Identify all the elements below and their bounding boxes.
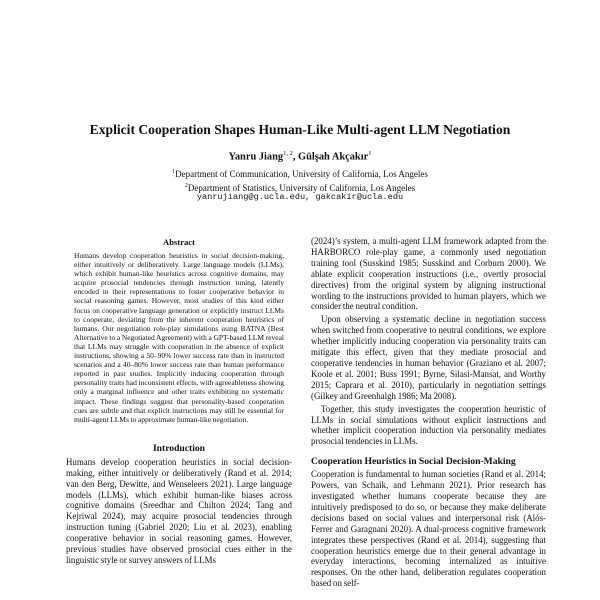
introduction-heading: Introduction — [152, 442, 206, 454]
abstract-text: Humans develop cooperation heuristics in social decision-making, either intuitively or deliberatively. Large language models (LLMs), which exhibit human-like heuristics across cognitive domains, may acquire prosocial tendencies through instruction tuning, latently encoded in their representations to foster cooperative behavior in social reasoning games. However, most studies of this kind either focus on cooperative language generation or explicitly instruct LLMs to cooperate, deviating from the inherent cooperation heuristics of humans. Our negotiation role-play simulations using BATNA (Best Alternative to a Negotiated Agreement) with a GPT-based LLM reveal that LLMs may struggle with cooperation in the absence of explicit instructions, showing a 50–90% lower success rate than in instructed scenarios and a 40–80% lower success rate than human performance reported in past studies. Implicitly inducing cooperation through personality traits had inconsistent effects, with agreeableness showing only a marginal influence and other traits exhibiting no systematic impact. These findings suggest that personality-based cooperation cues are subtle and that explicit instructions may still be essential for multi-agent LLMs to approximate human-like negotiation. — [74, 251, 284, 424]
affiliation-marker: 1 — [172, 169, 176, 175]
paragraph: Upon observing a systematic decline in negotiation success when switched from cooperative to neutral conditions, we explore whether implicitly inducing cooperation via personality traits can mitigate this effect, given that they mediate prosocial and cooperative tendencies in human behavior (Graziano et al. 2007; Koole et al. 2001; Buss 1991; Byrne, Silasi-Mansat, and Worthy 2015; Caprara et al. 2010), particularly in negotiation settings (Gilkey and Greenhalgh 1986; Ma 2008). — [311, 314, 546, 401]
author-affiliation-marker: 1 — [368, 150, 372, 157]
affiliation-text: Department of Communication, University of California, Los Angeles — [175, 169, 428, 179]
paper-title: Explicit Cooperation Shapes Human-Like Multi-agent LLM Negotiation — [89, 122, 511, 137]
author-list — [0, 147, 600, 163]
affiliation — [0, 167, 600, 181]
paragraph: Cooperation is fundamental to human societies (Rand et al. 2014; Powers, van Schaik, and Lehmann 2021). Prior research has investigated whether humans cooperate because they are intuitively predisposed to do so, or because they make deliberate decisions based on social values and interpersonal risk (Alós-Ferrer and Garagnani 2020). A dual-process cognitive framework integrates these perspectives (Rand et al. 2014), suggesting that cooperation heuristics emerge due to their general advantage in everyday interactions, becoming internalized as intuitive responses. On the other hand, deliberation regulates cooperation based on self- — [311, 469, 546, 589]
affiliation-text: Department of Statistics, University of California, Los Angeles — [187, 182, 416, 193]
author-name: Gülşah Akçakır — [298, 151, 369, 163]
abstract-heading: Abstract — [163, 237, 195, 247]
left-column — [66, 236, 292, 566]
author-emails: yanrujiang@g.ucla.edu, gakcakir@ucla.edu — [196, 192, 404, 202]
affiliation-list — [0, 167, 600, 194]
right-column — [311, 236, 546, 589]
paragraph: Together, this study investigates the cooperation heuristic of LLMs in social simulations without explicit instructions and whether implicit cooperation induction via personality mediates prosocial tendencies in LLMs. — [311, 403, 546, 447]
affiliation-marker: 2 — [184, 182, 188, 189]
author-name: Yanru Jiang — [228, 151, 284, 163]
paragraph: (2024)’s system, a multi-agent LLM framework adapted from the HARBORCO role-play game, a commonly used negotiation training tool (Susskind 1985; Susskind and Corburn 2000). We ablate explicit cooperation instructions (i.e., overtly prosocial directives) from the original system by aligning instructional wording to the instructions provided to human players, which we consider the neutral condition. — [311, 236, 546, 312]
section-heading: Cooperation Heuristics in Social Decision-Making — [311, 456, 516, 468]
introduction-text: Humans develop cooperation heuristics in social decision-making, either intuitively or deliberatively (Rand et al. 2014; van den Berg, Dewitte, and Wenseleers 2021). Large language models (LLMs), which exhibit human-like biases across cognitive domains (Sreedhar and Chilton 2024; Tang and Kejriwal 2024), may acquire prosocial tendencies through instruction tuning (Gabriel 2020; Liu et al. 2023), enabling cooperative behavior in social reasoning games. However, previous studies have observed prosocial cues either in the linguistic style or survey answers of LLMs — [66, 456, 292, 565]
author-affiliation-marker: 1, 2 — [283, 150, 293, 157]
author-separator: , — [292, 151, 299, 163]
